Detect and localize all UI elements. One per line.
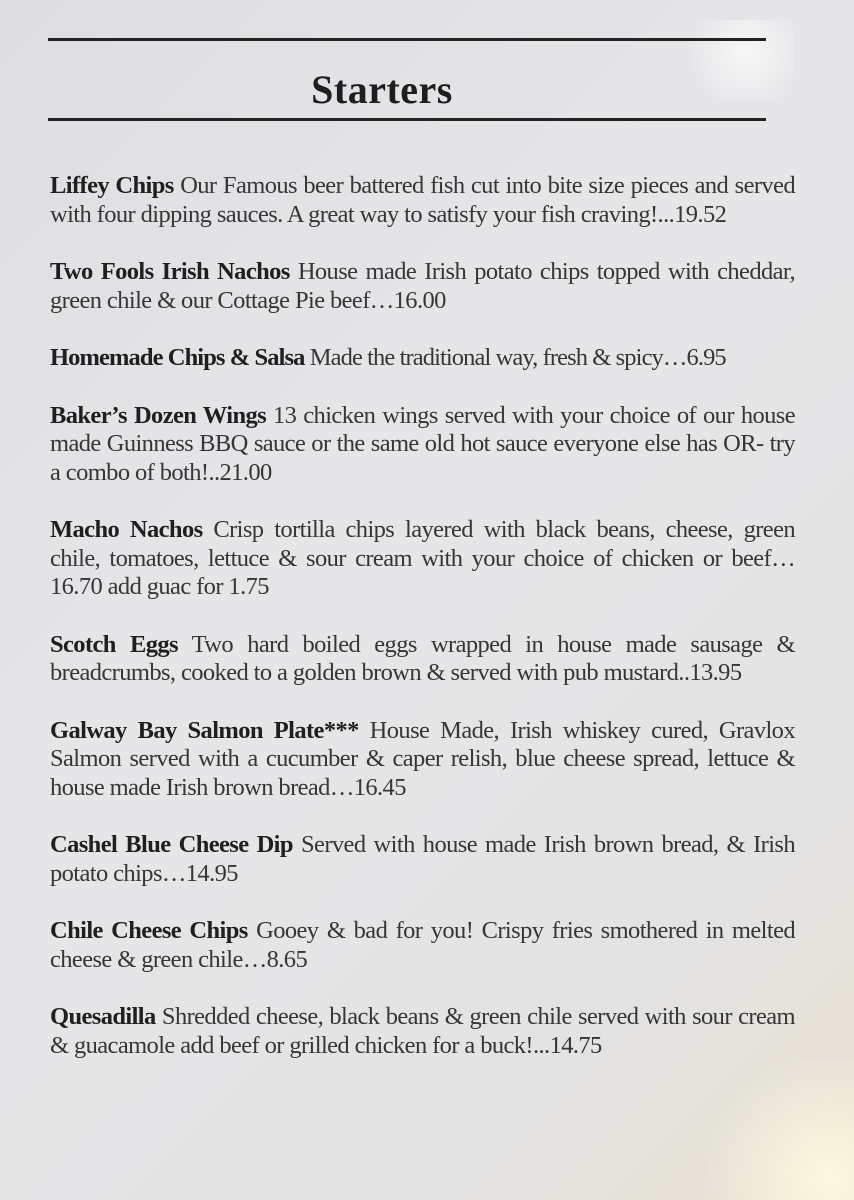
item-name: Macho Nachos bbox=[50, 516, 203, 543]
item-name: Chile Cheese Chips bbox=[50, 917, 248, 944]
menu-item bbox=[50, 717, 795, 803]
menu-item bbox=[50, 917, 795, 974]
menu-item bbox=[50, 831, 795, 888]
item-description: Two hard boiled eggs wrapped in house made sausage & breadcrumbs, cooked to a golden brown & served with pub mustard..13.95 bbox=[50, 630, 795, 686]
item-description: House Made, Irish whiskey cured, Gravlox Salmon served with a cucumber & caper relish, blue cheese spread, lettuce & house made Irish brown bread…16.45 bbox=[50, 716, 795, 801]
item-name: Liffey Chips bbox=[50, 172, 174, 199]
item-description: Served with house made Irish brown bread, & Irish potato chips…14.95 bbox=[50, 831, 795, 887]
item-description: Our Famous beer battered fish cut into bite size pieces and served with four dipping sauces. A great way to satisfy your fish craving!...19.52 bbox=[50, 172, 795, 228]
item-description: Shredded cheese, black beans & green chile served with sour cream & guacamole add beef or grilled chicken for a buck!...14.75 bbox=[50, 1003, 795, 1059]
menu-item bbox=[50, 172, 795, 229]
item-name: Galway Bay Salmon Plate*** bbox=[50, 716, 359, 744]
item-name: Two Fools Irish Nachos bbox=[50, 258, 290, 285]
item-name: Scotch Eggs bbox=[50, 630, 178, 658]
item-name: Cashel Blue Cheese Dip bbox=[50, 831, 293, 858]
menu-item bbox=[50, 344, 795, 373]
top-divider bbox=[48, 38, 766, 41]
item-description: House made Irish potato chips topped with cheddar, green chile & our Cottage Pie beef…16.00 bbox=[50, 258, 795, 314]
menu-item bbox=[50, 1003, 795, 1060]
item-name: Homemade Chips & Salsa bbox=[50, 344, 305, 371]
item-description: 13 chicken wings served with your choice of our house made Guinness BBQ sauce or the same old hot sauce everyone else has OR- try a combo of both!..21.00 bbox=[50, 401, 796, 486]
light-glare bbox=[694, 1060, 854, 1200]
item-description: Made the traditional way, fresh & spicy…6.95 bbox=[309, 344, 726, 371]
item-name: Baker’s Dozen Wings bbox=[50, 401, 267, 429]
section-title: Starters bbox=[311, 67, 453, 112]
item-description: Gooey & bad for you! Crispy fries smothered in melted cheese & green chile…8.65 bbox=[50, 917, 795, 973]
menu-item-list bbox=[50, 172, 795, 1089]
menu-item bbox=[50, 631, 795, 688]
bottom-divider bbox=[48, 118, 766, 121]
menu-item bbox=[50, 402, 795, 488]
item-description: Crisp tortilla chips layered with black beans, cheese, green chile, tomatoes, lettuce & sour cream with your choice of chicken or beef…16.70 add guac for 1.75 bbox=[50, 516, 795, 600]
menu-item bbox=[50, 516, 795, 602]
item-name: Quesadilla bbox=[50, 1003, 156, 1030]
menu-item bbox=[50, 258, 795, 315]
